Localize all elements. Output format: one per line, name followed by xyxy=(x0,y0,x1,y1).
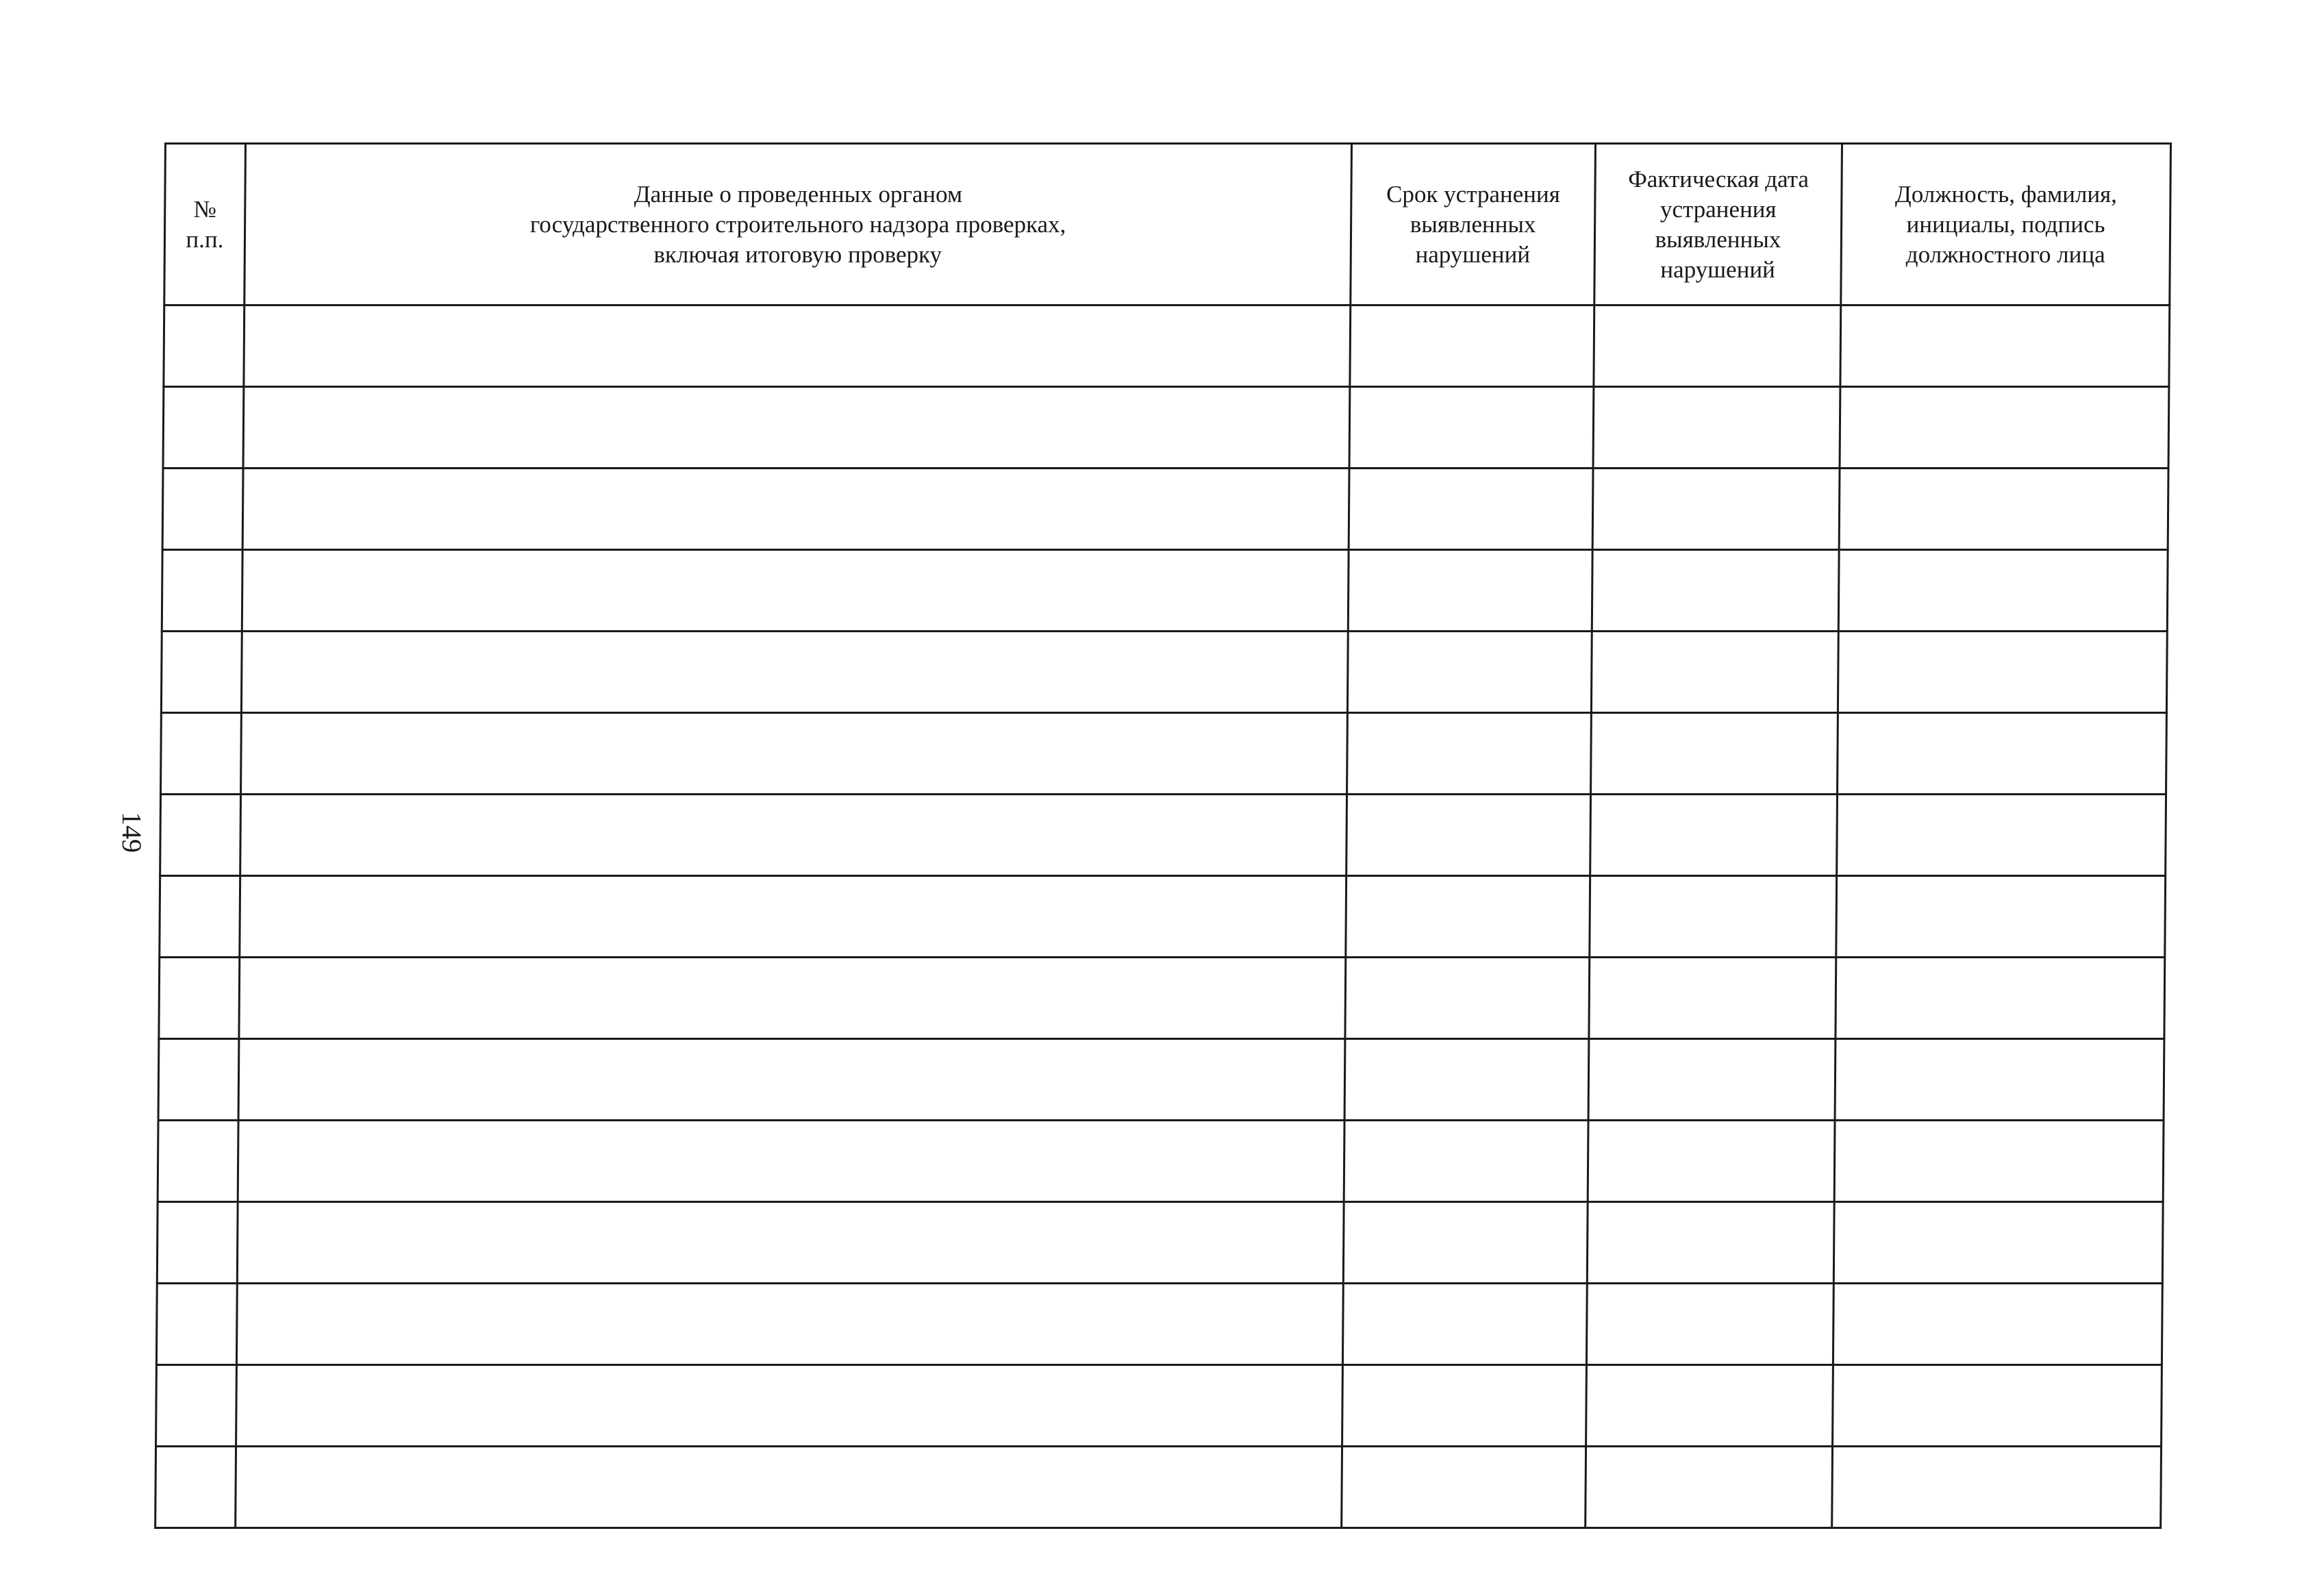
header-official-line-1: Должность, фамилия, xyxy=(1894,180,2118,208)
cell-inspection-data xyxy=(242,469,1349,550)
table-row xyxy=(158,1039,2164,1121)
cell-number xyxy=(156,1284,237,1365)
cell-deadline xyxy=(1350,306,1594,387)
cell-number xyxy=(158,1039,239,1121)
cell-number xyxy=(160,876,240,958)
header-official xyxy=(1841,144,2171,306)
cell-number xyxy=(158,1121,238,1202)
cell-deadline xyxy=(1344,1121,1588,1202)
cell-inspection-data xyxy=(244,306,1351,387)
header-inspection-data-line-2: государственного строительного надзора проверках, xyxy=(529,210,1066,238)
cell-deadline xyxy=(1349,469,1593,550)
cell-deadline xyxy=(1347,632,1592,713)
cell-deadline xyxy=(1342,1365,1587,1447)
cell-deadline xyxy=(1349,387,1594,469)
cell-number xyxy=(155,1447,236,1528)
cell-inspection-data xyxy=(237,1202,1344,1284)
header-deadline-line-1: Срок устранения xyxy=(1386,180,1560,208)
header-actual-date-line-2: устранения xyxy=(1660,195,1777,223)
cell-inspection-data xyxy=(241,632,1348,713)
cell-actual-date xyxy=(1589,958,1836,1039)
table-container xyxy=(154,142,2170,1529)
cell-deadline xyxy=(1343,1202,1588,1284)
table-row xyxy=(164,306,2170,387)
header-actual-date-line-1: Фактическая дата xyxy=(1628,165,1810,192)
cell-actual-date xyxy=(1592,550,1839,632)
cell-inspection-data xyxy=(236,1365,1343,1447)
header-deadline-line-3: нарушений xyxy=(1415,240,1531,268)
cell-deadline xyxy=(1347,713,1592,795)
cell-inspection-data xyxy=(236,1447,1342,1528)
header-deadline xyxy=(1351,144,1596,306)
cell-official xyxy=(1832,1447,2162,1528)
table-row xyxy=(156,1365,2162,1447)
header-actual-date-line-4: нарушений xyxy=(1660,255,1776,283)
cell-official xyxy=(1836,958,2165,1039)
cell-number xyxy=(159,958,240,1039)
cell-official xyxy=(1837,795,2166,876)
cell-deadline xyxy=(1342,1284,1587,1365)
table-row xyxy=(162,469,2168,550)
cell-deadline xyxy=(1342,1447,1586,1528)
cell-number xyxy=(162,469,243,550)
cell-deadline xyxy=(1346,876,1590,958)
header-inspection-data-line-3: включая итоговую проверку xyxy=(653,240,942,268)
header-number-line-1: № xyxy=(193,195,217,223)
cell-inspection-data xyxy=(242,550,1349,632)
table-body xyxy=(155,306,2170,1528)
cell-official xyxy=(1835,1039,2164,1121)
cell-official xyxy=(1833,1284,2162,1365)
table-row xyxy=(159,958,2165,1039)
cell-deadline xyxy=(1347,795,1591,876)
cell-official xyxy=(1833,1365,2162,1447)
cell-actual-date xyxy=(1590,795,1838,876)
cell-official xyxy=(1838,713,2167,795)
cell-official xyxy=(1836,876,2166,958)
cell-actual-date xyxy=(1591,713,1838,795)
cell-number xyxy=(164,306,245,387)
table-row xyxy=(160,795,2166,876)
header-inspection-data-line-1: Данные о проведенных органом xyxy=(634,180,963,208)
cell-number xyxy=(157,1202,238,1284)
cell-actual-date xyxy=(1593,387,1840,469)
cell-deadline xyxy=(1345,958,1590,1039)
table-row xyxy=(156,1284,2162,1365)
header-inspection-data xyxy=(245,144,1352,306)
cell-number xyxy=(163,387,244,469)
header-actual-date xyxy=(1594,144,1842,306)
cell-official xyxy=(1834,1121,2164,1202)
table-row xyxy=(161,632,2167,713)
cell-actual-date xyxy=(1586,1365,1833,1447)
cell-actual-date xyxy=(1586,1284,1833,1365)
cell-inspection-data xyxy=(240,795,1347,876)
cell-number xyxy=(162,550,242,632)
cell-inspection-data xyxy=(238,1121,1344,1202)
cell-inspection-data xyxy=(243,387,1350,469)
header-row xyxy=(164,144,2171,306)
cell-actual-date xyxy=(1594,306,1841,387)
table-row xyxy=(163,387,2169,469)
cell-official xyxy=(1839,469,2168,550)
header-official-line-2: инициалы, подпись xyxy=(1906,210,2105,238)
cell-number xyxy=(161,713,242,795)
cell-deadline xyxy=(1348,550,1592,632)
cell-actual-date xyxy=(1590,876,1837,958)
header-deadline-line-2: выявленных xyxy=(1410,210,1536,238)
header-official-line-3: должностного лица xyxy=(1905,240,2105,268)
header-number xyxy=(164,144,246,306)
cell-inspection-data xyxy=(236,1284,1343,1365)
table-row xyxy=(155,1447,2162,1528)
cell-official xyxy=(1840,387,2169,469)
cell-inspection-data xyxy=(238,1039,1345,1121)
cell-inspection-data xyxy=(239,958,1346,1039)
cell-official xyxy=(1838,550,2168,632)
header-number-line-2: п.п. xyxy=(186,225,224,253)
cell-actual-date xyxy=(1586,1447,1833,1528)
cell-official xyxy=(1838,632,2167,713)
cell-number xyxy=(156,1365,237,1447)
cell-actual-date xyxy=(1592,469,1840,550)
table-row xyxy=(158,1121,2164,1202)
cell-number xyxy=(160,795,241,876)
cell-official xyxy=(1840,306,2170,387)
cell-inspection-data xyxy=(240,876,1347,958)
cell-number xyxy=(161,632,242,713)
cell-actual-date xyxy=(1591,632,1838,713)
table-row xyxy=(162,550,2168,632)
cell-inspection-data xyxy=(241,713,1348,795)
header-actual-date-line-3: выявленных xyxy=(1655,225,1781,253)
page-number: 149 xyxy=(116,812,147,853)
cell-actual-date xyxy=(1588,1121,1835,1202)
inspection-register-table xyxy=(154,142,2172,1529)
table-row xyxy=(160,876,2166,958)
table-row xyxy=(161,713,2167,795)
table-row xyxy=(157,1202,2163,1284)
cell-official xyxy=(1833,1202,2163,1284)
cell-actual-date xyxy=(1588,1039,1836,1121)
cell-actual-date xyxy=(1587,1202,1834,1284)
cell-deadline xyxy=(1344,1039,1589,1121)
